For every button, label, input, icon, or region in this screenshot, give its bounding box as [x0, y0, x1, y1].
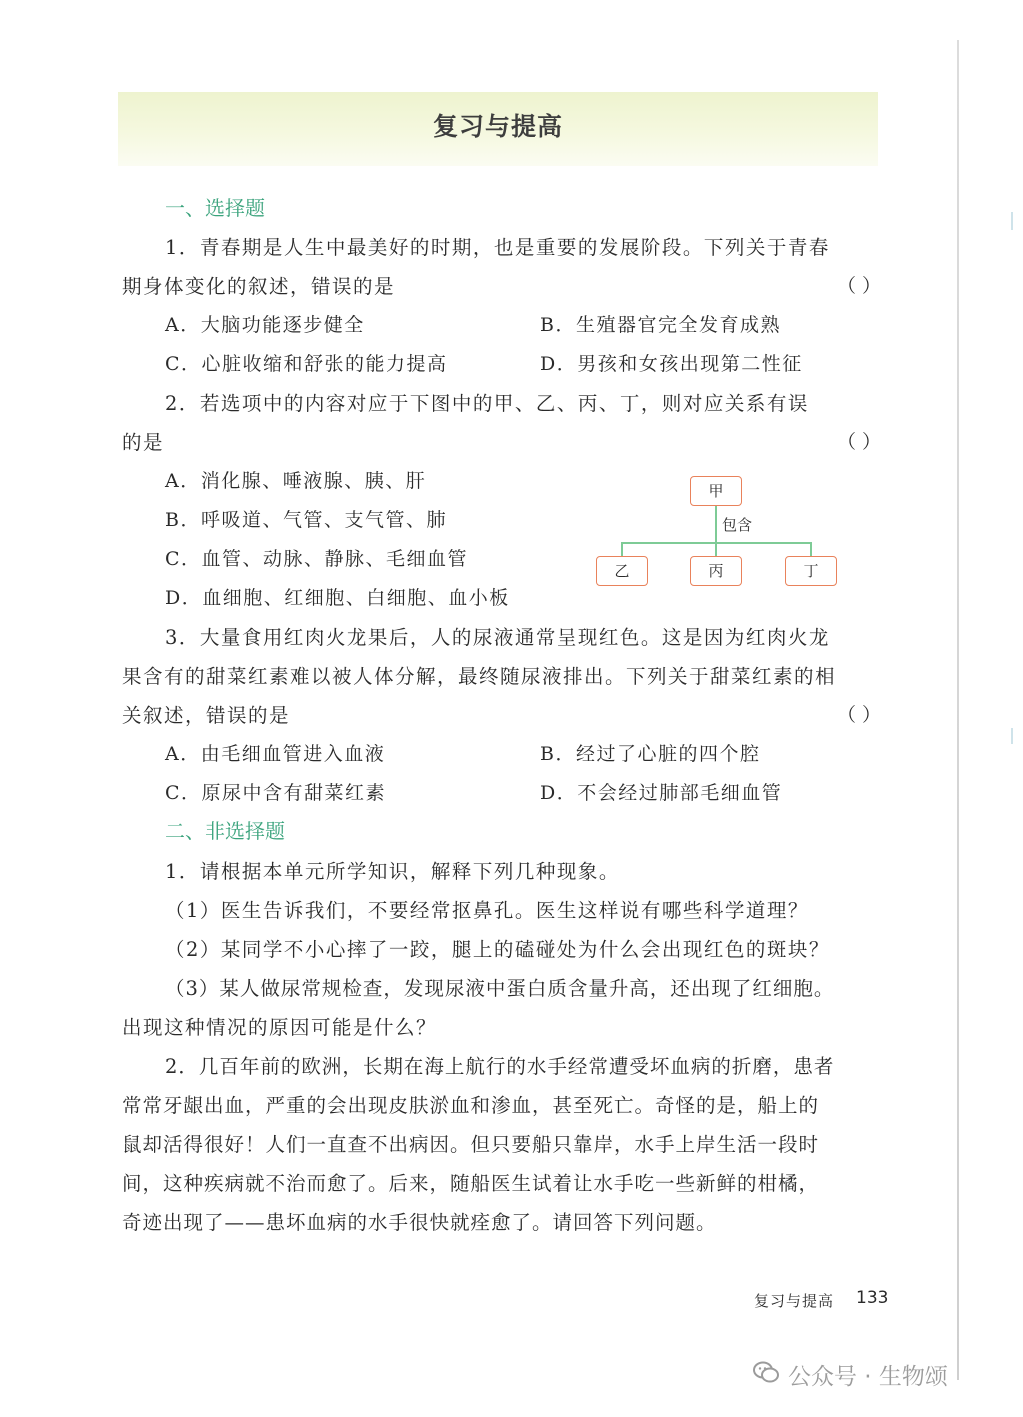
- wechat-icon: [752, 1360, 780, 1390]
- nq2-line2: 常常牙龈出血，严重的会出现皮肤淤血和渗血，甚至死亡。奇怪的是，船上的: [122, 1094, 820, 1117]
- diagram-connector: [621, 542, 623, 556]
- diagram-relation-label: 包含: [722, 516, 753, 534]
- nq1-sub1: （1）医生告诉我们，不要经常抠鼻孔。医生这样说有哪些科学道理？: [165, 899, 809, 922]
- q2-option-b: B．呼吸道、气管、支气管、肺: [165, 509, 447, 531]
- section-choice-title: 一、选择题: [165, 196, 265, 220]
- edge-mark: [1011, 212, 1013, 230]
- nq1-stem: 1．请根据本单元所学知识，解释下列几种现象。: [165, 860, 620, 883]
- watermark-text: 公众号 · 生物颂: [788, 1364, 948, 1390]
- edge-mark: [1011, 728, 1013, 744]
- nq2-line3: 鼠却活得很好！人们一直查不出病因。但只要船只靠岸，水手上岸生活一段时: [122, 1133, 820, 1156]
- q2-stem-line1: 2．若选项中的内容对应于下图中的甲、乙、丙、丁，则对应关系有误: [165, 392, 809, 415]
- q2-stem-line2: 的是: [122, 431, 165, 454]
- footer-section-label: 复习与提高: [754, 1292, 835, 1310]
- q1-option-c: C．心脏收缩和舒张的能力提高: [165, 353, 448, 375]
- q1-stem-line2: 期身体变化的叙述，错误的是: [122, 275, 396, 298]
- q3-option-b: B．经过了心脏的四个腔: [540, 743, 761, 765]
- nq2-line4: 间，这种疾病就不治而愈了。后来，随船医生试着让水手吃一些新鲜的柑橘，: [122, 1172, 820, 1195]
- q3-answer-paren: （ ）: [836, 704, 881, 726]
- q1-stem-line1: 1．青春期是人生中最美好的时期，也是重要的发展阶段。下列关于青春: [165, 236, 830, 259]
- q1-answer-paren: （ ）: [836, 275, 881, 297]
- hierarchy-diagram: [594, 474, 844, 594]
- page-edge-shadow: [957, 40, 959, 1380]
- nq2-line1: 2．几百年前的欧洲，长期在海上航行的水手经常遭受坏血病的折磨，患者: [165, 1055, 835, 1078]
- diagram-node-ding: 丁: [785, 556, 837, 586]
- page-title: 复习与提高: [432, 112, 563, 141]
- q2-option-d: D．血细胞、红细胞、白细胞、血小板: [165, 587, 510, 609]
- nq2-line5: 奇迹出现了——患坏血病的水手很快就痊愈了。请回答下列问题。: [122, 1211, 717, 1234]
- diagram-node-jia: 甲: [690, 476, 742, 506]
- q1-option-a: A．大脑功能逐步健全: [165, 314, 365, 336]
- diagram-node-yi: 乙: [596, 556, 648, 586]
- section-nonchoice-title: 二、非选择题: [165, 819, 285, 843]
- q3-option-d: D．不会经过肺部毛细血管: [540, 782, 783, 804]
- q3-stem-line3: 关叙述，错误的是: [122, 704, 291, 727]
- title-banner: [118, 92, 878, 166]
- diagram-connector: [715, 506, 717, 542]
- q3-option-c: C．原尿中含有甜菜红素: [165, 782, 387, 804]
- q1-option-d: D．男孩和女孩出现第二性征: [540, 353, 803, 375]
- diagram-connector: [810, 542, 812, 556]
- q3-stem-line2: 果含有的甜菜红素难以被人体分解，最终随尿液排出。下列关于甜菜红素的相: [122, 665, 837, 688]
- q2-option-c: C．血管、动脉、静脉、毛细血管: [165, 548, 469, 570]
- q2-option-a: A．消化腺、唾液腺、胰、肝: [165, 470, 427, 492]
- nq1-sub2: （2）某同学不小心摔了一跤，腿上的磕碰处为什么会出现红色的斑块？: [165, 938, 830, 961]
- page-number: 133: [856, 1288, 889, 1308]
- watermark: [752, 1358, 948, 1391]
- diagram-node-bing: 丙: [690, 556, 742, 586]
- nq1-sub3-line1: （3）某人做尿常规检查，发现尿液中蛋白质含量升高，还出现了红细胞。: [165, 977, 835, 1000]
- q3-stem-line1: 3．大量食用红肉火龙果后，人的尿液通常呈现红色。这是因为红肉火龙: [165, 626, 830, 649]
- nq1-sub3-line2: 出现这种情况的原因可能是什么？: [122, 1016, 438, 1039]
- q1-option-b: B．生殖器官完全发育成熟: [540, 314, 781, 336]
- q2-answer-paren: （ ）: [836, 431, 881, 453]
- diagram-connector: [715, 542, 717, 556]
- q3-option-a: A．由毛细血管进入血液: [165, 743, 386, 765]
